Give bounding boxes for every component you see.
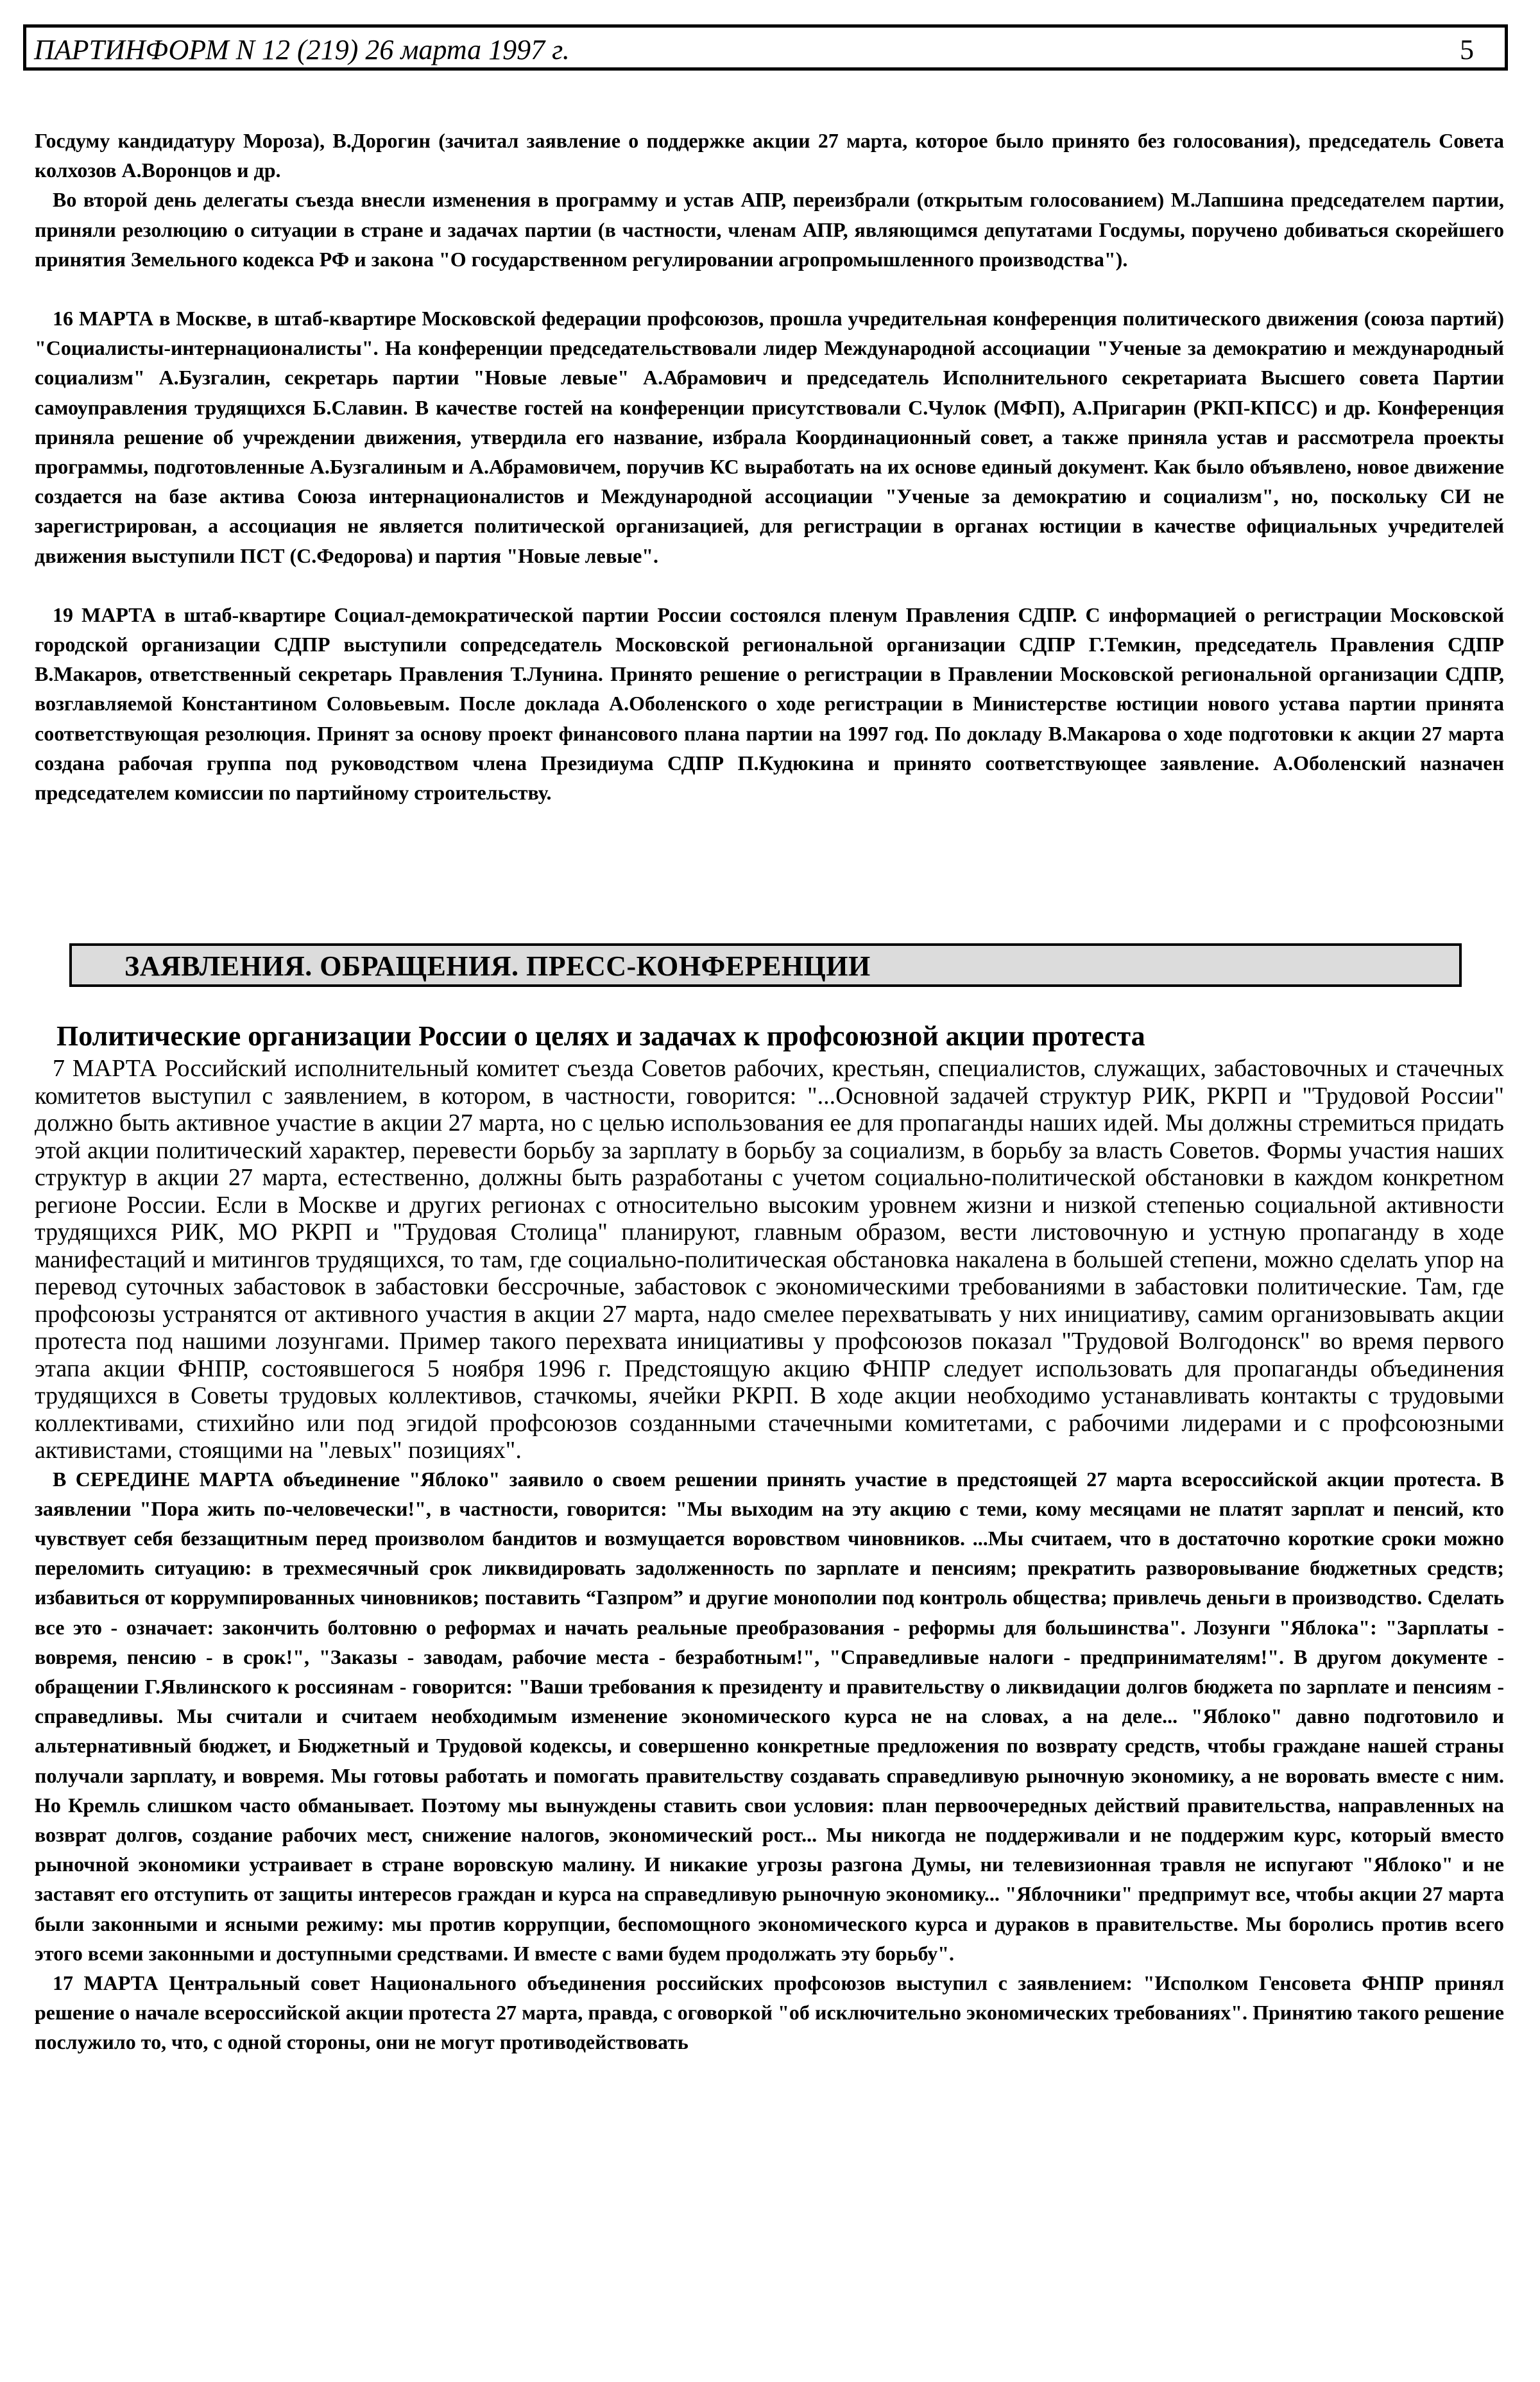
paragraph-continued: Госдуму кандидатуру Мороза), В.Дорогин (зачитал заявление о поддержке акции 27 марта, которое было принято без голосования), председатель Совета колхозов А.Воронцов и др. [35,129,1504,182]
publication-title: ПАРТИНФОРМ N 12 (219) 26 марта 1997 г. [34,34,570,65]
article-title: Политические организации России о целях и задачах к профсоюзной акции протеста [56,1020,1145,1052]
article-body [35,1055,1504,2057]
top-section [35,126,1504,807]
section-banner-title: ЗАЯВЛЕНИЯ. ОБРАЩЕНИЯ. ПРЕСС-КОНФЕРЕНЦИИ [124,950,871,982]
paragraph-march-19: 19 МАРТА в штаб-квартире Социал-демократической партии России состоялся пленум Правления СДПР. С информацией о регистрации Московской городской организации СДПР выступили сопредседатель Московской региональной организации СДПР Г.Темкин, председатель Правления СДПР В.Макаров, ответственный секретарь Правления Т.Лунина. Принято решение о регистрации в Правлении Московской региональной организации СДПР, возглавляемой Константином Соловьевым. После доклада А.Оболенского о ходе регистрации в Министерстве юстиции нового устава партии принята соответствующая резолюция. Принят за основу проект финансового плана партии на 1997 год. По докладу В.Макарова о ходе подготовки к акции 27 марта создана рабочая группа под руководством члена Президиума СДПР П.Кудюкина и принято соответствующее заявление. А.Оболенский назначен председателем комиссии по партийному строительству. [35,603,1504,805]
page-header [23,24,1508,71]
section-banner [69,943,1462,987]
paragraph-gap [35,570,1504,600]
paragraph-yabloko: В СЕРЕДИНЕ МАРТА объединение "Яблоко" заявило о своем решении принять участие в предстоящей 27 марта всероссийской акции протеста. В заявлении "Пора жить по-человечески!", в частности, говорится: "Мы выходим на эту акцию с теми, кому месяцами не платят зарплат и пенсий, кто чувствует себя беззащитным перед произволом бандитов и возмущается воровством чиновников. ...Мы считаем, что в достаточно короткие сроки можно переломить ситуацию: в трехмесячный срок ликвидировать задолженность по зарплате и пенсиям; прекратить разворовывание бюджетных средств; избавиться от коррумпированных чиновников; поставить “Газпром” и другие монополии под контроль общества; привлечь деньги в производство. Сделать все это - означает: закончить болтовню о реформах и начать реальные преобразования - реформы для большинства". Лозунги "Яблока": "Зарплаты - вовремя, пенсию - в срок!", "Заказы - заводам, рабочие места - безработным!", "Справедливые налоги - предпринимателям!". В другом документе - обращении Г.Явлинского к россиянам - говорится: "Ваши требования к президенту и правительству о ликвидации долгов бюджета по зарплате и пенсиям - справедливы. Мы считали и считаем необходимым изменение экономического курса не на словах, а на деле... "Яблоко" давно подготовило и альтернативный бюджет, и Бюджетный и Трудовой кодексы, и совершенно конкретные предложения по возврату средств, чтобы граждане нашей страны получали зарплату, и вовремя. Мы готовы работать и помогать правительству создавать справедливую рыночную экономику, а не воровать вместе с ним. Но Кремль слишком часто обманывает. Поэтому мы вынуждены ставить свои условия: план первоочередных действий правительства, направленных на возврат долгов, создание рабочих мест, снижение налогов, экономический рост... Мы никогда не поддерживали и не поддержим курс, который вместо рыночной экономики устраивает в стране воровскую малину. И никакие угрозы разгона Думы, ни телевизионная травля не испугают "Яблоко" и не заставят его отступить от защиты интересов граждан и курса на справедливую рыночную экономику... "Яблочники" предпримут все, чтобы акции 27 марта были законными и ясными режиму: мы против коррупции, беспомощного экономического курса и дураков в правительстве. Мы боролись против всего этого всеми законными и доступными средствами. И вместе с вами будем продолжать эту борьбу". [35,1467,1504,1965]
paragraph-apr-congress: Во второй день делегаты съезда внесли изменения в программу и устав АПР, переизбрали (открытым голосованием) М.Лапшина председателем партии, приняли резолюцию о ситуации в стране и задачах партии (в частности, членам АПР, являющимся депутатами Госдумы, поручено добиваться скорейшего принятия Земельного кодекса РФ и закона "О государственном регулировании агропромышленного производства"). [35,188,1504,271]
paragraph-gap [35,274,1504,304]
paragraph-march-16: 16 МАРТА в Москве, в штаб-квартире Московской федерации профсоюзов, прошла учредительная конференция политического движения (союза партий) "Социалисты-интернационалисты". На конференции председательствовали лидер Международной ассоциации "Ученые за демократию и международный социализм" А.Бузгалин, секретарь партии "Новые левые" А.Абрамович и председатель Исполнительного секретариата Высшего совета Партии самоуправления трудящихся Б.Славин. В качестве гостей на конференции присутствовали С.Чулок (МФП), А.Пригарин (РКП-КПСС) и др. Конференция приняла решение об учреждении движения, утвердила его название, избрала Координационный совет, а также приняла устав и рассмотрела проекты программы, подготовленные А.Бузгалиным и А.Абрамовичем, поручив КС выработать на их основе единый документ. Как было объявлено, новое движение создается на базе актива Союза интернационалистов и Международной ассоциации "Ученые за демократию и социализм", но, поскольку СИ не зарегистрирован, а ассоциация не является политической организацией, для регистрации в органах юстиции в качестве официальных учредителей движения выступили ПСТ (С.Федорова) и партия "Новые левые". [35,307,1504,567]
page-number: 5 [1460,34,1474,65]
paragraph-march-17: 17 МАРТА Центральный совет Национального объединения российских профсоюзов выступил с заявлением: "Исполком Генсовета ФНПР принял решение о начале всероссийской акции протеста 27 марта, правда, с оговоркой "об исключительно экономических требованиях". Принятию такого решение послужило то, что, с одной стороны, они не могут противодействовать [35,1971,1504,2054]
paragraph-march-7: 7 МАРТА Российский исполнительный комитет съезда Советов рабочих, крестьян, специалистов, служащих, забастовочных и стачечных комитетов выступил с заявлением, в котором, в частности, говорится: "...Основной задачей структур РИК, РКРП и "Трудовой России" должно быть активное участие в акции 27 марта, но с целью использования ее для пропаганды наших идей. Мы должны стремиться придать этой акции политический характер, перевести борьбу за зарплату в борьбу за социализм, в борьбу за власть Советов. Формы участия наших структур в акции 27 марта, естественно, должны быть разработаны с учетом социально-политической обстановки в каждом конкретном регионе России. Если в Москве и других регионах с относительно высоким уровнем жизни и низкой степенью социальной активности трудящихся РИК, МО РКРП и "Трудовая Столица" планируют, главным образом, вести листовочную и устную пропаганду в ходе манифестаций и митингов трудящихся, то там, где социально-политическая обстановка накалена в большей степени, можно сделать упор на перевод суточных забастовок в забастовки бессрочные, забастовок с экономическими требованиями в забастовки политические. Там, где профсоюзы устранятся от активного участия в акции 27 марта, надо смелее перехватывать у них инициативу, самим организовывать акции протеста под нашими лозунгами. Пример такого перехвата инициативы у профсоюзов показал "Трудовой Волгодонск" во время первого этапа акции ФНПР, состоявшегося 5 ноября 1996 г. Предстоящую акцию ФНПР следует использовать для пропаганды объединения трудящихся в Советы трудовых коллективов, стачкомы, ячейки РКРП. В ходе акции необходимо устанавливать контакты с трудовыми коллективами, стихийно или под эгидой профсоюзов созданными стачечными комитетами, с рабочими лидерами и с профсоюзными активистами, стоящими на "левых" позициях". [35,1055,1504,1464]
